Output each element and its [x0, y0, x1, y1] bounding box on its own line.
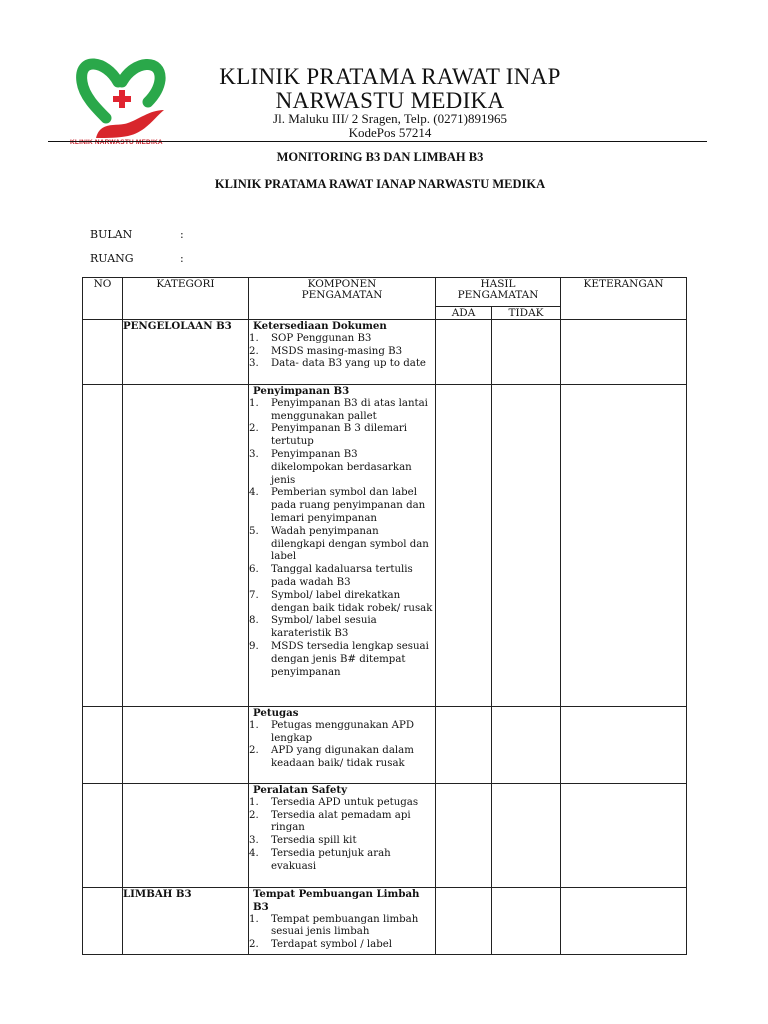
no-cell[interactable] — [83, 888, 123, 955]
tidak-cell[interactable] — [492, 385, 561, 707]
komponen-cell — [249, 707, 436, 784]
logo-heart-left — [82, 64, 118, 118]
item-text: Penyimpanan B3 dikelompokan berdasarkan jenis — [271, 448, 412, 486]
item-list — [249, 914, 435, 952]
item-text: Penyimpanan B 3 dilemari tertutup — [271, 423, 408, 448]
list-item — [249, 564, 435, 590]
item-list — [249, 398, 435, 680]
section-heading: Penyimpanan B3 — [253, 385, 350, 397]
logo-caption: KLINIK NARWASTU MEDIKA — [70, 139, 163, 146]
kategori-cell: LIMBAH B3 — [123, 888, 249, 955]
item-text: Terdapat symbol / label — [271, 939, 393, 951]
header-komponen — [249, 278, 436, 320]
list-item — [249, 398, 435, 424]
item-number: 2. — [249, 345, 259, 357]
item-text: Tersedia petunjuk arah evakuasi — [271, 847, 391, 872]
list-item — [249, 848, 435, 874]
no-cell[interactable] — [83, 320, 123, 385]
list-item — [249, 810, 435, 836]
list-item — [249, 615, 435, 641]
ruang-label: RUANG — [90, 252, 134, 265]
item-text: Tersedia alat pemadam api ringan — [271, 809, 411, 834]
item-number: 2. — [249, 939, 259, 951]
address-line2: KodePos 57214 — [348, 125, 432, 140]
item-text: Petugas menggunakan APD lengkap — [271, 719, 415, 744]
document-title: MONITORING B3 DAN LIMBAH B3 — [276, 150, 484, 164]
list-item — [249, 641, 435, 679]
item-number: 2. — [249, 423, 259, 435]
item-number: 7. — [249, 589, 259, 601]
header-kategori: KATEGORI — [123, 278, 249, 320]
clinic-name-line1: KLINIK PRATAMA RAWAT INAP — [219, 64, 561, 89]
table-row — [83, 707, 687, 784]
list-item — [249, 835, 435, 848]
section-heading: Ketersediaan Dokumen — [253, 320, 387, 332]
item-number: 4. — [249, 487, 259, 499]
header-divider — [48, 141, 707, 142]
keterangan-cell[interactable] — [561, 888, 687, 955]
item-text: Tersedia APD untuk petugas — [271, 796, 419, 808]
tidak-cell[interactable] — [492, 320, 561, 385]
list-item — [249, 939, 435, 952]
no-cell[interactable] — [83, 784, 123, 888]
item-number: 4. — [249, 847, 259, 859]
ada-cell[interactable] — [436, 707, 492, 784]
ada-cell[interactable] — [436, 784, 492, 888]
header-hasil-line2: PENGAMATAN — [457, 289, 539, 301]
keterangan-cell[interactable] — [561, 385, 687, 707]
ada-cell[interactable] — [436, 320, 492, 385]
komponen-cell — [249, 385, 436, 707]
list-item — [249, 423, 435, 449]
item-number: 3. — [249, 448, 259, 460]
item-text: Tempat pembuangan limbah sesuai jenis limbah — [271, 913, 419, 938]
kategori-cell — [123, 784, 249, 888]
item-number: 9. — [249, 640, 259, 652]
list-item — [249, 358, 435, 371]
header-keterangan: KETERANGAN — [561, 278, 687, 320]
bulan-label: BULAN — [90, 228, 133, 241]
keterangan-cell[interactable] — [561, 707, 687, 784]
item-number: 3. — [249, 835, 259, 847]
header-komponen-line1: KOMPONEN — [307, 278, 377, 290]
list-item — [249, 526, 435, 564]
header-hasil — [436, 278, 561, 307]
item-text: APD yang digunakan dalam keadaan baik/ tidak rusak — [271, 745, 414, 770]
item-text: SOP Penggunan B3 — [271, 332, 372, 344]
list-item — [249, 346, 435, 359]
item-text: Symbol/ label sesuia karateristik B3 — [271, 615, 377, 640]
komponen-cell — [249, 888, 436, 955]
list-item — [249, 720, 435, 746]
no-cell[interactable] — [83, 385, 123, 707]
list-item — [249, 797, 435, 810]
keterangan-cell[interactable] — [561, 784, 687, 888]
header-ada: ADA — [436, 307, 492, 320]
header-hasil-line1: HASIL — [480, 278, 516, 290]
item-number: 3. — [249, 358, 259, 370]
item-text: MSDS masing-masing B3 — [271, 345, 403, 357]
clinic-name-line2: NARWASTU MEDIKA — [275, 88, 505, 113]
list-item — [249, 745, 435, 771]
table-row — [83, 385, 687, 707]
item-text: Symbol/ label direkatkan dengan baik tidak robek/ rusak — [271, 589, 433, 614]
item-number: 1. — [249, 913, 259, 925]
table-row — [83, 888, 687, 955]
header-tidak: TIDAK — [492, 307, 561, 320]
item-text: Penyimpanan B3 di atas lantai menggunakan pallet — [271, 397, 428, 422]
kategori-cell — [123, 707, 249, 784]
ada-cell[interactable] — [436, 888, 492, 955]
komponen-cell — [249, 320, 436, 385]
item-text: MSDS tersedia lengkap sesuai dengan jenis B# ditempat penyimpanan — [271, 640, 429, 678]
item-text: Data- data B3 yang up to date — [271, 358, 426, 370]
item-text: Wadah penyimpanan dilengkapi dengan symbol dan label — [271, 525, 429, 563]
item-number: 1. — [249, 332, 259, 344]
item-text: Tanggal kadaluarsa tertulis pada wadah B3 — [271, 564, 413, 588]
list-item — [249, 590, 435, 616]
item-list — [249, 333, 435, 371]
no-cell[interactable] — [83, 707, 123, 784]
document-subtitle: KLINIK PRATAMA RAWAT IANAP NARWASTU MEDIKA — [214, 177, 546, 191]
list-item — [249, 449, 435, 487]
ada-cell[interactable] — [436, 385, 492, 707]
item-text: Pemberian symbol dan label pada ruang penyimpanan dan lemari penyimpanan — [271, 487, 426, 524]
item-number: 1. — [249, 397, 259, 409]
address-line1: Jl. Maluku III/ 2 Sragen, Telp. (0271)891965 — [273, 111, 507, 126]
item-number: 2. — [249, 745, 259, 757]
monitoring-table — [82, 277, 687, 955]
item-text: Tersedia spill kit — [271, 835, 357, 847]
list-item — [249, 914, 435, 940]
header-no: NO — [83, 278, 123, 320]
item-number: 1. — [249, 796, 259, 808]
section-heading: Petugas — [253, 707, 299, 719]
ruang-colon: : — [180, 252, 184, 265]
item-list — [249, 797, 435, 874]
section-heading: Tempat Pembuangan Limbah B3 — [253, 888, 420, 913]
item-number: 8. — [249, 615, 259, 627]
keterangan-cell[interactable] — [561, 320, 687, 385]
list-item — [249, 333, 435, 346]
item-number: 5. — [249, 525, 259, 537]
bulan-colon: : — [180, 228, 184, 241]
list-item — [249, 487, 435, 525]
kategori-cell — [123, 385, 249, 707]
table-row — [83, 784, 687, 888]
section-heading: Peralatan Safety — [253, 784, 348, 796]
item-number: 6. — [249, 564, 259, 576]
komponen-cell — [249, 784, 436, 888]
table-row — [83, 320, 687, 385]
tidak-cell[interactable] — [492, 707, 561, 784]
item-number: 2. — [249, 809, 259, 821]
item-number: 1. — [249, 719, 259, 731]
tidak-cell[interactable] — [492, 888, 561, 955]
header-komponen-line2: PENGAMATAN — [301, 289, 383, 301]
tidak-cell[interactable] — [492, 784, 561, 888]
kategori-cell: PENGELOLAAN B3 — [123, 320, 249, 385]
item-list — [249, 720, 435, 771]
